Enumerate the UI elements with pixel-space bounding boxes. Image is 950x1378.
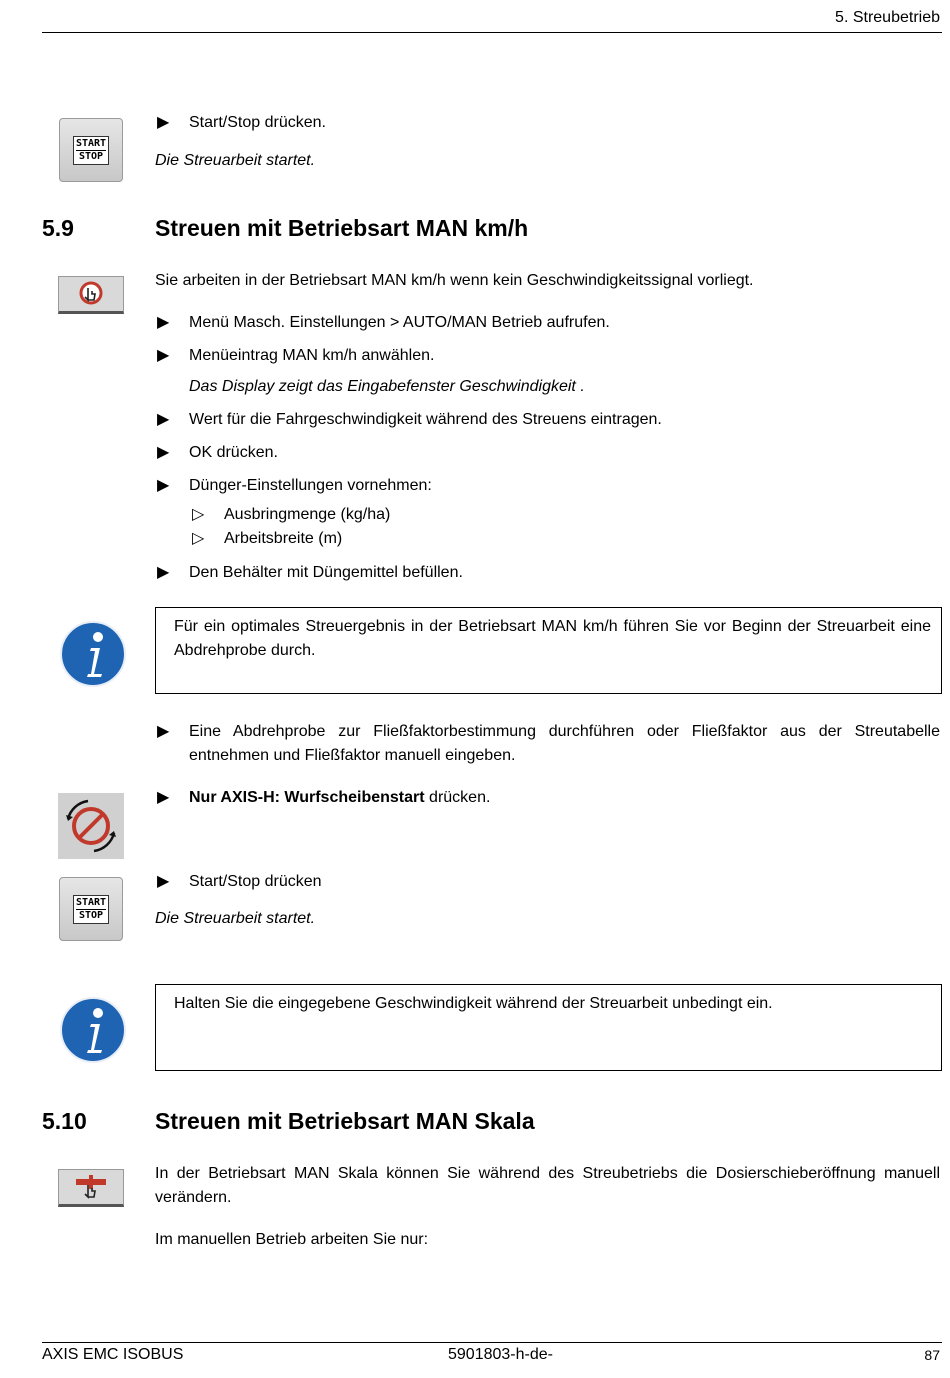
- header-rule: [42, 32, 942, 33]
- info-icon: [58, 996, 128, 1069]
- sub-item: ▷ Arbeitsbreite (m): [190, 527, 342, 551]
- step-item: ▶ Wert für die Fahrgeschwindigkeit während des Streuens eintragen.: [155, 408, 940, 432]
- step-marker-icon: ▶: [157, 444, 170, 461]
- section-number: 5.10: [42, 1108, 87, 1134]
- footer-rule: [42, 1342, 942, 1343]
- result-text: Die Streuarbeit startet.: [155, 910, 316, 927]
- note-box: [155, 607, 942, 694]
- step-marker-icon: ▶: [157, 477, 170, 494]
- chapter-header: 5. Streubetrieb: [835, 9, 940, 26]
- footer-docnum: 5901803-h-de-: [448, 1346, 553, 1363]
- sub-item: ▷ Ausbringmenge (kg/ha): [190, 503, 390, 527]
- section-text: Im manuellen Betrieb arbeiten Sie nur:: [155, 1231, 429, 1248]
- display-result: Das Display zeigt das Eingabefenster Geschwindigkeit .: [189, 378, 585, 395]
- result-text: Die Streuarbeit startet.: [155, 152, 316, 169]
- man-scale-button-icon: [58, 1169, 124, 1207]
- start-stop-key-icon: START STOP: [59, 877, 123, 941]
- step-marker-icon: ▶: [157, 723, 170, 740]
- section-title: Streuen mit Betriebsart MAN km/h: [155, 215, 529, 241]
- section-number: 5.9: [42, 215, 74, 241]
- step-marker-icon: ▶: [157, 564, 170, 581]
- step-item: ▶ Eine Abdrehprobe zur Fließfaktorbestimmung durchführen oder Fließfaktor aus der Streutabelle entnehmen und Fließfaktor manuell eingeben.: [155, 720, 940, 768]
- step-marker-icon: ▶: [157, 789, 170, 806]
- note-text: Für ein optimales Streuergebnis in der Betriebsart MAN km/h führen Sie vor Beginn der Streuarbeit eine Abdrehprobe durch.: [174, 618, 931, 659]
- step-marker-icon: ▶: [157, 314, 170, 331]
- section-intro: Sie arbeiten in der Betriebsart MAN km/h wenn kein Geschwindigkeitssignal vorliegt.: [155, 272, 754, 289]
- step-item: ▶ Menüeintrag MAN km/h anwählen.: [155, 344, 940, 368]
- step-item: ▶ Den Behälter mit Düngemittel befüllen.: [155, 561, 940, 585]
- step-marker-icon: ▶: [157, 873, 170, 890]
- step-item: ▶ Menü Masch. Einstellungen > AUTO/MAN Betrieb aufrufen.: [155, 311, 940, 335]
- step-item: ▶ Dünger-Einstellungen vornehmen:: [155, 474, 940, 498]
- step-axis-h: ▶ Nur AXIS-H: Wurfscheibenstart drücken.: [155, 786, 940, 810]
- step-marker-icon: ▶: [157, 411, 170, 428]
- note-text: Halten Sie die eingegebene Geschwindigkeit während der Streuarbeit unbedingt ein.: [174, 995, 773, 1012]
- step-start-stop: ▶ Start/Stop drücken.: [155, 111, 940, 135]
- section-title: Streuen mit Betriebsart MAN Skala: [155, 1108, 535, 1134]
- step-start-stop: ▶ Start/Stop drücken: [155, 870, 940, 894]
- step-item: ▶ OK drücken.: [155, 441, 940, 465]
- man-kmh-button-icon: [58, 276, 124, 314]
- step-marker-icon: ▶: [157, 347, 170, 364]
- spinner-disc-start-icon: [58, 793, 124, 859]
- note-box: [155, 984, 942, 1071]
- section-intro: In der Betriebsart MAN Skala können Sie während des Streubetriebs die Dosierschieberöffnung manuell verändern.: [155, 1165, 940, 1206]
- step-marker-icon: ▶: [157, 114, 170, 131]
- start-stop-key-icon: START STOP: [59, 118, 123, 182]
- sub-marker-icon: ▷: [192, 506, 205, 523]
- page-number: 87: [924, 1347, 940, 1363]
- footer-product: AXIS EMC ISOBUS: [42, 1346, 184, 1363]
- sub-marker-icon: ▷: [192, 530, 205, 547]
- info-icon: [58, 620, 128, 693]
